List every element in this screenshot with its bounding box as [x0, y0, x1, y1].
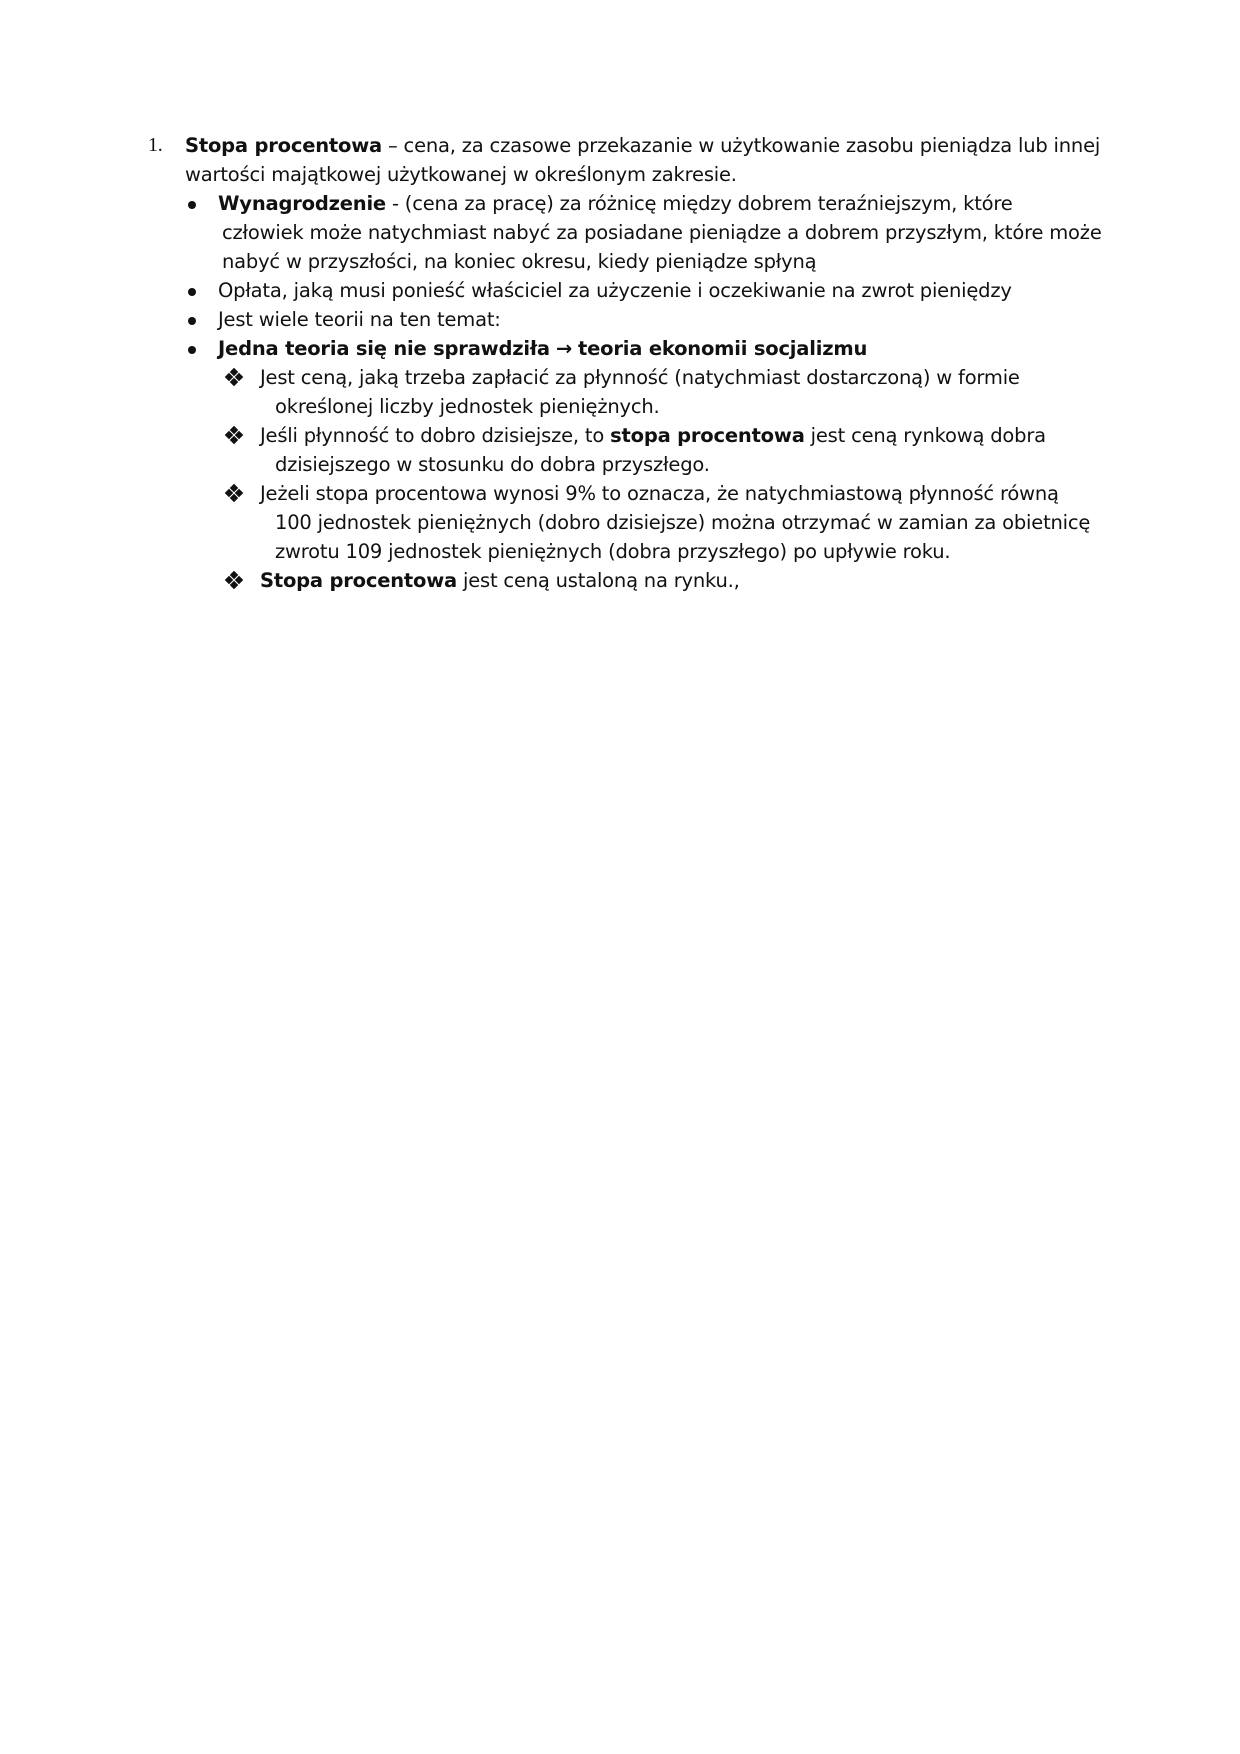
bullet-text: - (cena za pracę) za różnicę między dobrem teraźniejszym, które — [385, 192, 1013, 215]
bullet-bold-text: Jedna teoria się nie sprawdziła — [218, 337, 550, 360]
sub-bullet-text: 100 jednostek pieniężnych (dobro dzisiejsze) można otrzymać w zamian za obietnicę — [275, 511, 1091, 534]
diamond-bullet-icon — [226, 369, 242, 385]
sub-bullet-continuation — [148, 450, 1098, 479]
sub-bullet-continuation — [148, 537, 1098, 566]
sub-bullet-item — [148, 479, 1098, 508]
bullet-text: Opłata, jaką musi ponieść właściciel za użyczenie i oczekiwanie na zwrot pieniędzy — [218, 279, 1012, 302]
sub-bullet-text: zwrotu 109 jednostek pieniężnych (dobra przyszłego) po upływie roku. — [275, 540, 951, 563]
bullet-text: człowiek może natychmiast nabyć za posiadane pieniądze a dobrem przyszłym, które może — [222, 221, 1102, 244]
sub-bullet-item — [148, 566, 1098, 595]
bullet-item — [148, 334, 1098, 363]
sub-bullet-bold-text: stopa procentowa — [610, 424, 805, 447]
sub-bullet-item — [148, 363, 1098, 392]
bullet-continuation — [148, 218, 1102, 247]
numbered-item-line-1 — [148, 131, 1101, 160]
bullet-text: Jest wiele teorii na ten temat: — [218, 308, 501, 331]
right-arrow-icon: → — [555, 337, 573, 360]
bullet-bold-text: Wynagrodzenie — [218, 192, 386, 215]
bullet-bold-text: teoria ekonomii socjalizmu — [578, 337, 868, 360]
numbered-item-line-2 — [148, 160, 1098, 189]
item-term: Stopa procentowa — [185, 134, 382, 157]
sub-bullet-continuation — [148, 508, 1098, 537]
bullet-icon — [188, 201, 196, 209]
diamond-bullet-icon — [226, 572, 242, 588]
sub-bullet-text: jest ceną rynkową dobra — [804, 424, 1046, 447]
bullet-item — [148, 305, 1098, 334]
sub-bullet-text: jest ceną ustaloną na rynku., — [457, 569, 740, 592]
item-definition-line-1: – cena, za czasowe przekazanie w użytkowanie zasobu pieniądza lub innej — [382, 134, 1101, 157]
bullet-item — [148, 276, 1098, 305]
sub-bullet-text: Jest ceną, jaką trzeba zapłacić za płynność (natychmiast dostarczoną) w formie — [260, 366, 1020, 389]
item-definition-line-2: wartości majątkowej użytkowanej w określonym zakresie. — [185, 163, 737, 186]
sub-bullet-item — [148, 421, 1098, 450]
bullet-icon — [188, 317, 196, 325]
bullet-item — [148, 189, 1098, 218]
item-number: 1. — [148, 134, 163, 156]
sub-bullet-bold-text: Stopa procentowa — [260, 569, 457, 592]
sub-bullet-text: dzisiejszego w stosunku do dobra przyszłego. — [275, 453, 710, 476]
sub-bullet-text: Jeśli płynność to dobro dzisiejsze, to — [260, 424, 611, 447]
diamond-bullet-icon — [226, 485, 242, 501]
sub-bullet-continuation — [148, 392, 1098, 421]
bullet-text: nabyć w przyszłości, na koniec okresu, kiedy pieniądze spłyną — [222, 250, 817, 273]
diamond-bullet-icon — [226, 427, 242, 443]
document-content — [148, 131, 1102, 595]
bullet-icon — [188, 288, 196, 296]
sub-bullet-text: określonej liczby jednostek pieniężnych. — [275, 395, 660, 418]
bullet-continuation — [148, 247, 1098, 276]
bullet-icon — [188, 346, 196, 354]
sub-bullet-text: Jeżeli stopa procentowa wynosi 9% to oznacza, że natychmiastową płynność równą — [260, 482, 1059, 505]
